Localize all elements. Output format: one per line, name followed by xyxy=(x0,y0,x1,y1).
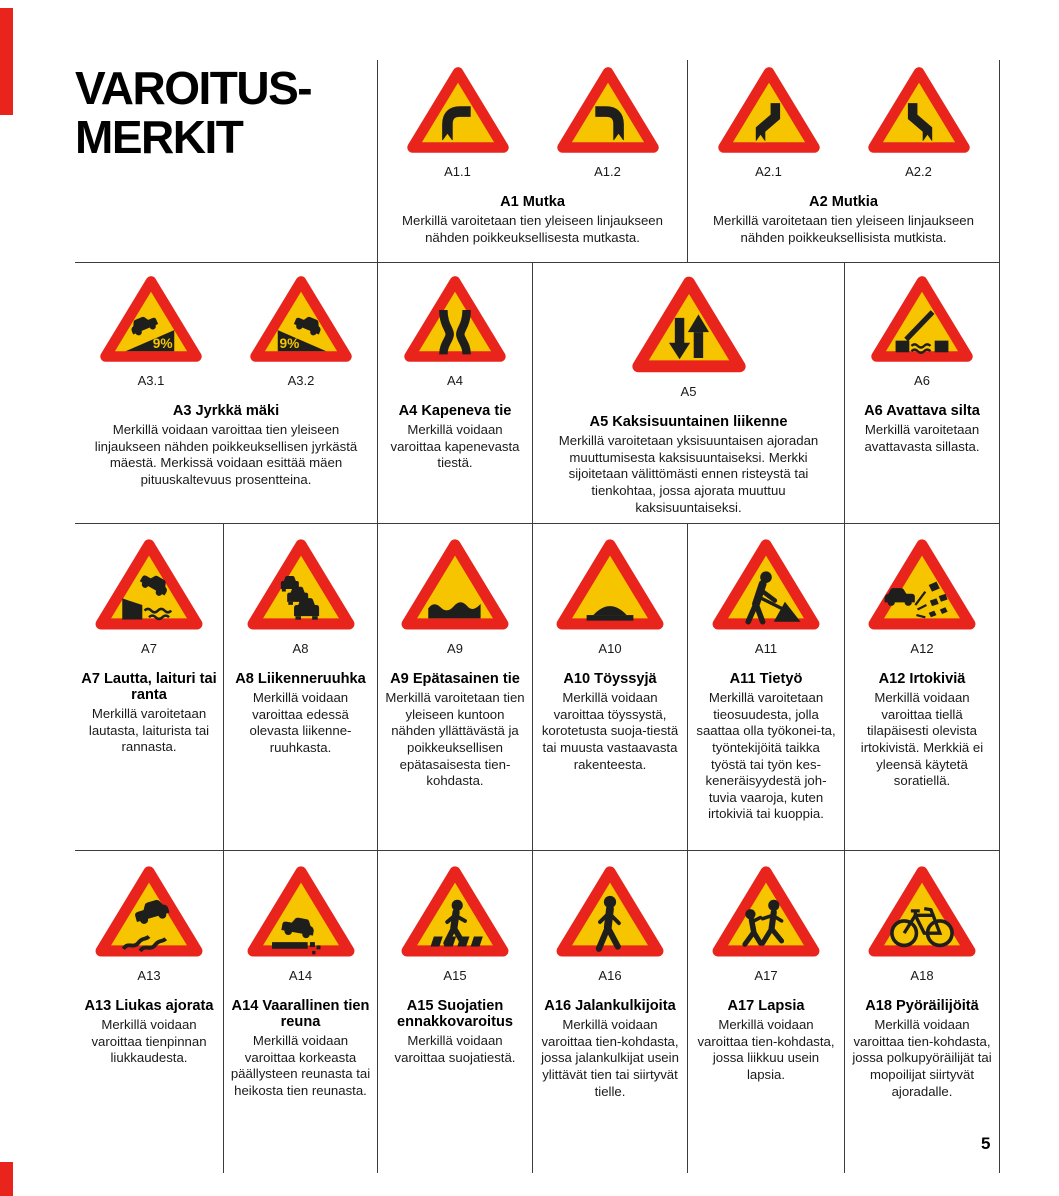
warning-sign-A7 xyxy=(93,536,205,656)
section-title: A16 Jalankulkijoita xyxy=(544,998,676,1014)
section-title: A6 Avattava silta xyxy=(864,403,980,419)
section-title: A13 Liukas ajorata xyxy=(84,998,214,1014)
traffic-jam-icon xyxy=(245,536,357,634)
curve-left-icon xyxy=(555,64,661,157)
page-title xyxy=(75,60,378,262)
page-number: 5 xyxy=(981,1134,991,1153)
grid-row-2 xyxy=(75,262,1000,523)
grid-row-4 xyxy=(75,850,1000,1173)
section-title: A9 Epätasainen tie xyxy=(390,671,520,687)
section-a1 xyxy=(378,60,688,262)
section-title: A10 Töyssyjä xyxy=(563,671,657,687)
section-a6 xyxy=(845,263,1000,523)
section-title: A2 Mutkia xyxy=(809,194,878,210)
warning-sign-A16 xyxy=(554,863,666,983)
warning-sign-A8 xyxy=(245,536,357,656)
road-narrows-icon xyxy=(402,273,508,366)
children-icon xyxy=(710,863,822,961)
sign-row xyxy=(383,273,527,388)
sign-code: A9 xyxy=(447,641,463,656)
sign-row xyxy=(850,863,994,983)
section-title: A8 Liikenneruuhka xyxy=(235,671,366,687)
section-a12 xyxy=(845,524,1000,850)
warning-sign-A1.1 xyxy=(405,64,511,179)
sign-code: A6 xyxy=(914,373,930,388)
warning-sign-A2.1 xyxy=(716,64,822,179)
section-a13 xyxy=(75,851,224,1173)
section-description: Merkillä voidaan varoittaa tiellä tilapäisesti olevista irtokivistä. Merkkiä ei yleensä käytetä soratiellä. xyxy=(860,690,984,789)
section-title: A1 Mutka xyxy=(500,194,565,210)
dangerous-edge-icon xyxy=(245,863,357,961)
sign-code: A5 xyxy=(680,384,697,399)
opening-bridge-icon xyxy=(869,273,975,366)
sign-code: A8 xyxy=(292,641,309,656)
section-description: Merkillä voidaan varoittaa edessä olevasta liikenne-ruuhkasta. xyxy=(249,690,352,755)
sign-code: A1.2 xyxy=(594,164,621,179)
warning-sign-A10 xyxy=(554,536,666,656)
section-description: Merkillä voidaan varoittaa suojatiestä. xyxy=(394,1033,516,1065)
section-title: A3 Jyrkkä mäki xyxy=(172,403,280,419)
section-title: A11 Tietyö xyxy=(729,671,803,687)
section-description: Merkillä varoitetaan tien yleiseen kuntoon nähden yllättävästä ja poikkeuksellisen epätasaisesta tien-kohdasta. xyxy=(385,690,525,789)
section-a3 xyxy=(75,263,378,523)
steep-hill-up-icon xyxy=(248,273,354,366)
section-description: Merkillä voidaan varoittaa tienpinnan liukkaudesta. xyxy=(91,1017,207,1066)
warning-sign-A9 xyxy=(399,536,511,656)
section-a5 xyxy=(533,263,845,523)
svg-text:9%: 9% xyxy=(152,336,173,352)
section-title: A7 Lautta, laituri tai ranta xyxy=(81,671,217,703)
grid-row-1 xyxy=(75,60,1000,262)
sign-row xyxy=(538,536,682,656)
cyclists-icon xyxy=(866,863,978,961)
sign-row xyxy=(538,863,682,983)
section-a16 xyxy=(533,851,688,1173)
sign-code: A1.1 xyxy=(444,164,471,179)
sign-code: A2.2 xyxy=(905,164,932,179)
section-description: Merkillä varoitetaan avattavasta sillasta. xyxy=(864,422,980,454)
signs-grid xyxy=(75,60,1000,1173)
sign-row xyxy=(693,64,994,179)
warning-sign-A13 xyxy=(93,863,205,983)
svg-text:9%: 9% xyxy=(279,336,300,352)
warning-sign-A1.2 xyxy=(555,64,661,179)
section-description: Merkillä varoitetaan tien yleiseen linjaukseen nähden poikkeuksellisesta mutkasta. xyxy=(402,213,663,245)
section-a9 xyxy=(378,524,533,850)
section-description: Merkillä voidaan varoittaa tien yleiseen linjaukseen nähden poikkeuksellisen jyrkästä mäestä. Merkissä voidaan esittää mäen pituuskaltevuus prosentteina. xyxy=(94,422,358,487)
sign-code: A3.2 xyxy=(287,373,315,388)
sign-row xyxy=(80,273,372,388)
double-curve-right-icon xyxy=(716,64,822,157)
section-a8 xyxy=(224,524,378,850)
speed-bump-icon xyxy=(554,536,666,634)
section-a7 xyxy=(75,524,224,850)
warning-sign-A6 xyxy=(869,273,975,388)
crossing-ahead-icon xyxy=(399,863,511,961)
sign-code: A7 xyxy=(141,641,157,656)
section-title: A4 Kapeneva tie xyxy=(398,403,512,419)
section-description: Merkillä voidaan varoittaa korkeasta päällysteen reunasta tai heikosta tien reunasta. xyxy=(230,1033,371,1098)
loose-stones-icon xyxy=(866,536,978,634)
section-description: Merkillä voidaan varoittaa töyssystä, korotetusta suoja-tiestä tai muusta vastaavasta rakenteesta. xyxy=(541,690,679,772)
sign-row xyxy=(383,863,527,983)
sign-code: A12 xyxy=(910,641,934,656)
section-title: A18 Pyöräilijöitä xyxy=(865,998,979,1014)
sign-code: A3.1 xyxy=(137,373,165,388)
section-a17 xyxy=(688,851,845,1173)
sign-row xyxy=(229,863,372,983)
section-a4 xyxy=(378,263,533,523)
sign-code: A13 xyxy=(137,968,161,983)
sign-code: A14 xyxy=(288,968,313,983)
warning-sign-A5 xyxy=(630,273,748,399)
warning-sign-A3.2 xyxy=(248,273,354,388)
left-margin-bar-bottom xyxy=(0,1162,13,1196)
sign-row xyxy=(850,273,994,388)
double-curve-left-icon xyxy=(866,64,972,157)
warning-sign-A15 xyxy=(399,863,511,983)
left-margin-bar-top xyxy=(0,8,13,115)
warning-sign-A18 xyxy=(866,863,978,983)
section-title: A12 Irtokiviä xyxy=(878,671,966,687)
section-a11 xyxy=(688,524,845,850)
curve-right-icon xyxy=(405,64,511,157)
sign-code: A17 xyxy=(754,968,778,983)
section-a14 xyxy=(224,851,378,1173)
steep-hill-down-icon xyxy=(98,273,204,366)
section-description: Merkillä varoitetaan lautasta, laiturista tai rannasta. xyxy=(88,706,210,755)
sign-row xyxy=(80,536,218,656)
sign-code: A2.1 xyxy=(755,164,782,179)
two-way-traffic-icon xyxy=(630,273,748,377)
slippery-road-icon xyxy=(93,863,205,961)
section-a2 xyxy=(688,60,1000,262)
section-title: A15 Suojatien ennakkovaroitus xyxy=(397,998,513,1030)
sign-row xyxy=(693,863,839,983)
section-a15 xyxy=(378,851,533,1173)
page-title-line2: MERKIT xyxy=(75,110,243,163)
sign-code: A11 xyxy=(754,641,778,656)
sign-code: A4 xyxy=(447,373,463,388)
page-title-line1: VAROITUS- xyxy=(75,62,312,114)
sign-row xyxy=(693,536,839,656)
warning-sign-A3.1 xyxy=(98,273,204,388)
warning-sign-A11 xyxy=(710,536,822,656)
section-a18 xyxy=(845,851,1000,1173)
quay-icon xyxy=(93,536,205,634)
sign-code: A18 xyxy=(910,968,934,983)
section-description: Merkillä varoitetaan tien yleiseen linjaukseen nähden poikkeuksellisista mutkista. xyxy=(713,213,974,245)
roadwork-icon xyxy=(710,536,822,634)
uneven-road-icon xyxy=(399,536,511,634)
sign-row xyxy=(383,64,682,179)
sign-row xyxy=(383,536,527,656)
sign-row xyxy=(229,536,372,656)
section-description: Merkillä voidaan varoittaa tien-kohdasta, jossa liikkuu usein lapsia. xyxy=(697,1017,835,1082)
warning-sign-A2.2 xyxy=(866,64,972,179)
section-description: Merkillä voidaan varoittaa tien-kohdasta, jossa polkupyöräilijät tai mopoilijat siirtyvät ajoradalle. xyxy=(852,1017,992,1099)
section-title: A17 Lapsia xyxy=(727,998,805,1014)
warning-sign-A4 xyxy=(402,273,508,388)
section-description: Merkillä voidaan varoittaa tien-kohdasta, jossa jalankulkijat usein ylittävät tien tai siirtyvät tielle. xyxy=(541,1017,679,1099)
sign-row xyxy=(80,863,218,983)
pedestrians-icon xyxy=(554,863,666,961)
sign-row xyxy=(850,536,994,656)
section-a10 xyxy=(533,524,688,850)
grid-row-3 xyxy=(75,523,1000,850)
sign-code: A10 xyxy=(598,641,622,656)
section-description: Merkillä voidaan varoittaa kapenevasta tiestä. xyxy=(390,422,520,471)
section-title: A14 Vaarallinen tien reuna xyxy=(231,998,370,1030)
warning-sign-A12 xyxy=(866,536,978,656)
sign-row xyxy=(538,273,839,399)
sign-code: A15 xyxy=(443,968,467,983)
section-description: Merkillä varoitetaan yksisuuntaisen ajoradan muuttumisesta kaksisuuntaiseksi. Merkki sijoitetaan välittömästi ennen risteystä tai tienkohtaa, jossa ajorata muuttuu kaksisuuntaiseksi. xyxy=(558,433,819,515)
sign-code: A16 xyxy=(598,968,622,983)
section-title: A5 Kaksisuuntainen liikenne xyxy=(589,414,788,430)
page-title-text xyxy=(75,64,371,162)
section-description: Merkillä varoitetaan tieosuudesta, jolla saattaa olla työkonei-ta, työntekijöitä taikka työstä tai työn kes-keneräisyydestä joh-tuvia vaaroja, kuten irtokiviä tai kuoppia. xyxy=(696,690,836,822)
warning-sign-A14 xyxy=(245,863,357,983)
warning-sign-A17 xyxy=(710,863,822,983)
